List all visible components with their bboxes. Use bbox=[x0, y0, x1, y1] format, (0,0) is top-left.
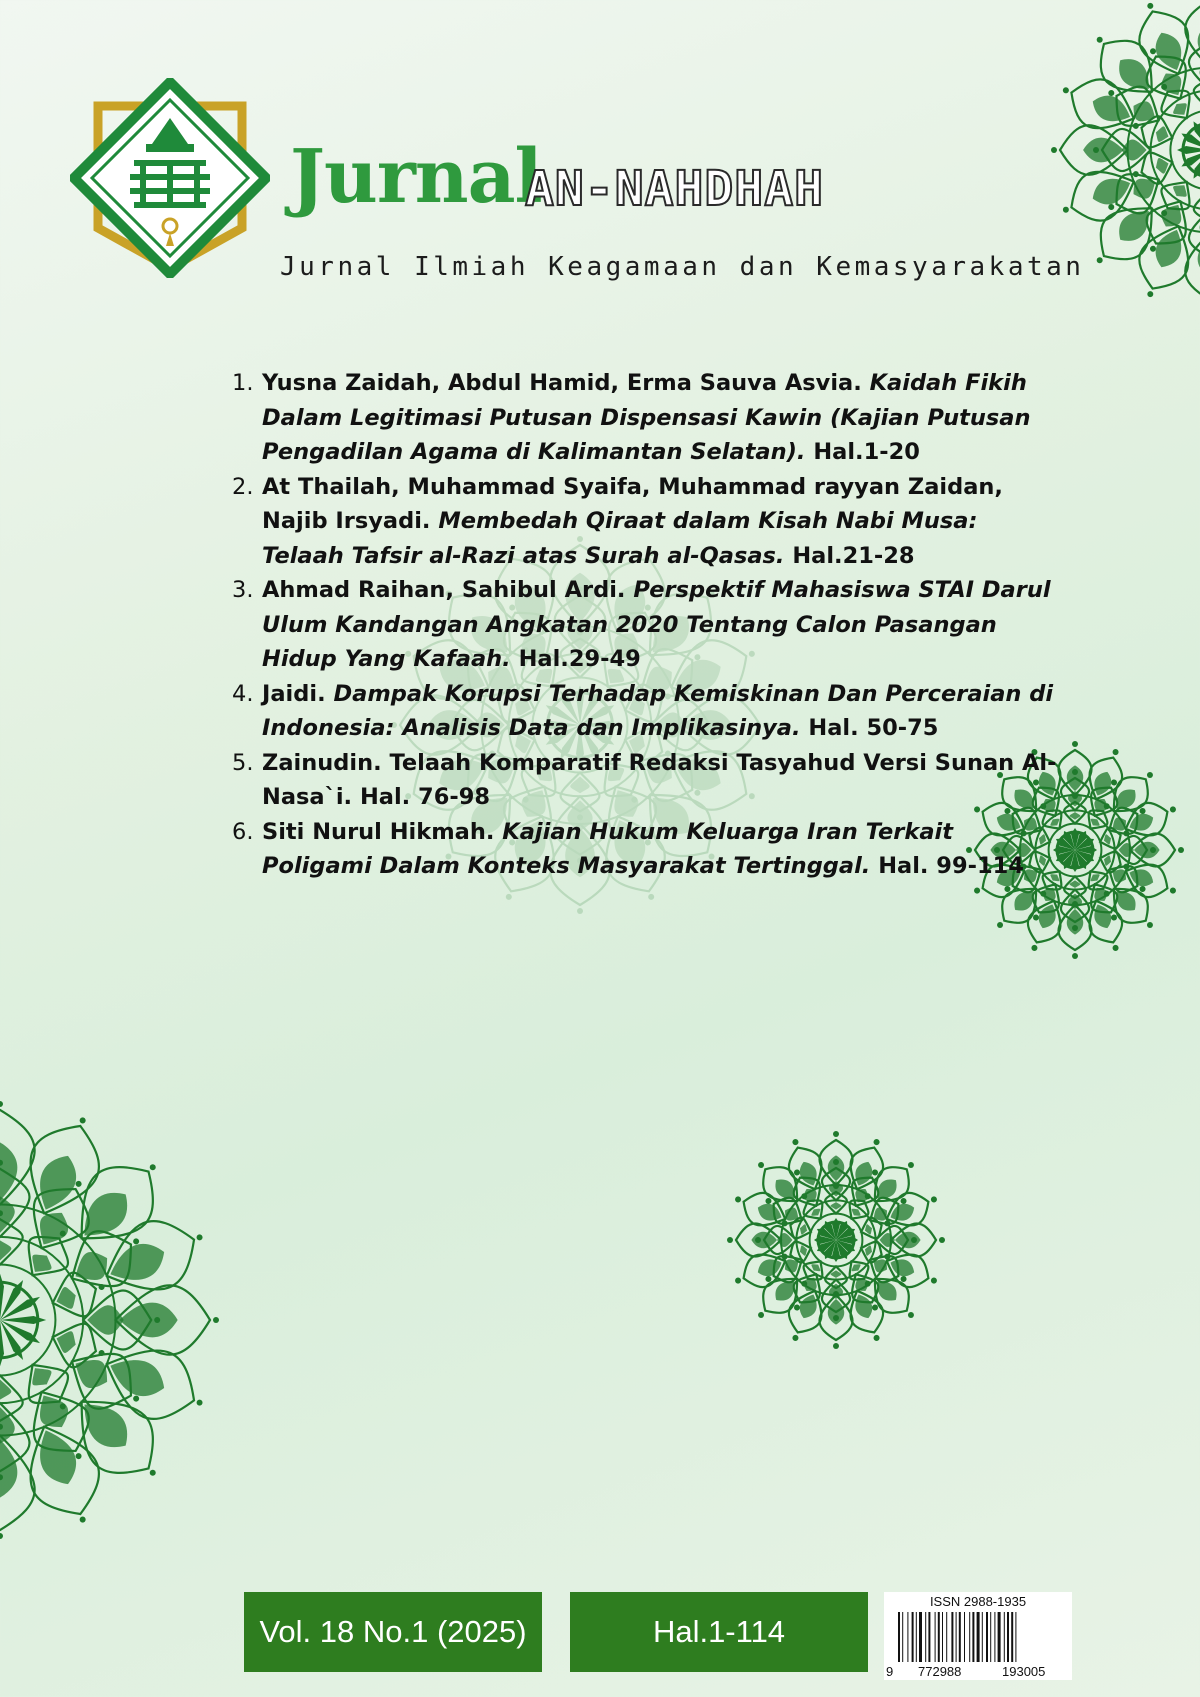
barcode-digits-right: 193005 bbox=[1002, 1664, 1046, 1679]
issn-label: ISSN 2988-1935 bbox=[929, 1594, 1027, 1609]
mandala-bottom-left-ornament bbox=[0, 1090, 230, 1550]
toc-title: Kaidah Fikih Dalam Legitimasi Putusan Dispensasi Kawin (Kajian Putusan Pengadilan Agama di Kalimantan Selatan). bbox=[262, 370, 1031, 465]
toc-title: Kajian Hukum Keluarga Iran Terkait Poligami Dalam Konteks Masyarakat Tertinggal. bbox=[262, 818, 953, 879]
table-of-contents bbox=[232, 366, 1062, 884]
toc-number: 2. bbox=[232, 473, 254, 500]
toc-item bbox=[232, 470, 1062, 574]
toc-pages: Hal.21-28 bbox=[792, 542, 915, 569]
toc-item bbox=[232, 746, 1062, 815]
mandala-lower-ornament bbox=[718, 1122, 954, 1358]
toc-title: Perspektif Mahasiswa STAI Darul Ulum Kandangan Angkatan 2020 Tentang Calon Pasangan Hidup Yang Kafaah. bbox=[262, 577, 1051, 672]
mandala-top-right-ornament bbox=[1040, 0, 1200, 340]
toc-pages: Hal. 76-98 bbox=[359, 784, 491, 810]
journal-name: AN-NAHDHAH bbox=[525, 161, 824, 217]
toc-authors: At Thailah, Muhammad Syaifa, Muhammad rayyan Zaidan, Najib Irsyadi. bbox=[262, 473, 1003, 534]
issn-barcode bbox=[884, 1592, 1072, 1680]
toc-authors: Siti Nurul Hikmah. bbox=[262, 818, 495, 845]
toc-number: 4. bbox=[232, 680, 254, 707]
toc-item bbox=[232, 815, 1062, 884]
toc-number: 3. bbox=[232, 577, 254, 603]
barcode-digit-prefix: 9 bbox=[886, 1664, 894, 1679]
journal-title-word: Jurnal bbox=[290, 134, 542, 220]
toc-number: 5. bbox=[232, 749, 254, 776]
toc-item bbox=[232, 677, 1062, 746]
toc-pages: Hal. 50-75 bbox=[808, 715, 939, 741]
toc-number: 1. bbox=[232, 370, 254, 396]
toc-pages: Hal. 99-114 bbox=[878, 853, 1024, 879]
toc-title: Membedah Qiraat dalam Kisah Nabi Musa: Telaah Tafsir al-Razi atas Surah al-Qasas. bbox=[262, 508, 978, 569]
journal-logo-emblem bbox=[70, 78, 270, 278]
page-range-badge: Hal.1-114 bbox=[570, 1592, 868, 1672]
toc-title: Dampak Korupsi Terhadap Kemiskinan Dan Perceraian di Indonesia: Analisis Data dan Implikasinya. bbox=[262, 680, 1054, 741]
toc-authors: Yusna Zaidah, Abdul Hamid, Erma Sauva Asvia. bbox=[262, 370, 862, 396]
toc-number: 6. bbox=[232, 818, 254, 845]
toc-authors: Ahmad Raihan, Sahibul Ardi. bbox=[262, 577, 626, 603]
toc-pages: Hal.1-20 bbox=[813, 439, 920, 465]
toc-authors: Jaidi. bbox=[262, 680, 326, 707]
volume-badge: Vol. 18 No.1 (2025) bbox=[244, 1592, 542, 1672]
toc-item bbox=[232, 366, 1062, 470]
barcode-digits-left: 772988 bbox=[918, 1664, 962, 1679]
toc-pages: Hal.29-49 bbox=[518, 646, 641, 672]
toc-item bbox=[232, 573, 1062, 677]
toc-authors: Zainudin. bbox=[262, 749, 382, 776]
journal-subtitle: Jurnal Ilmiah Keagamaan dan Kemasyarakatan bbox=[280, 252, 1085, 282]
toc-title: Telaah Komparatif Redaksi Tasyahud Versi Sunan Al-Nasa`i. bbox=[262, 749, 1057, 810]
